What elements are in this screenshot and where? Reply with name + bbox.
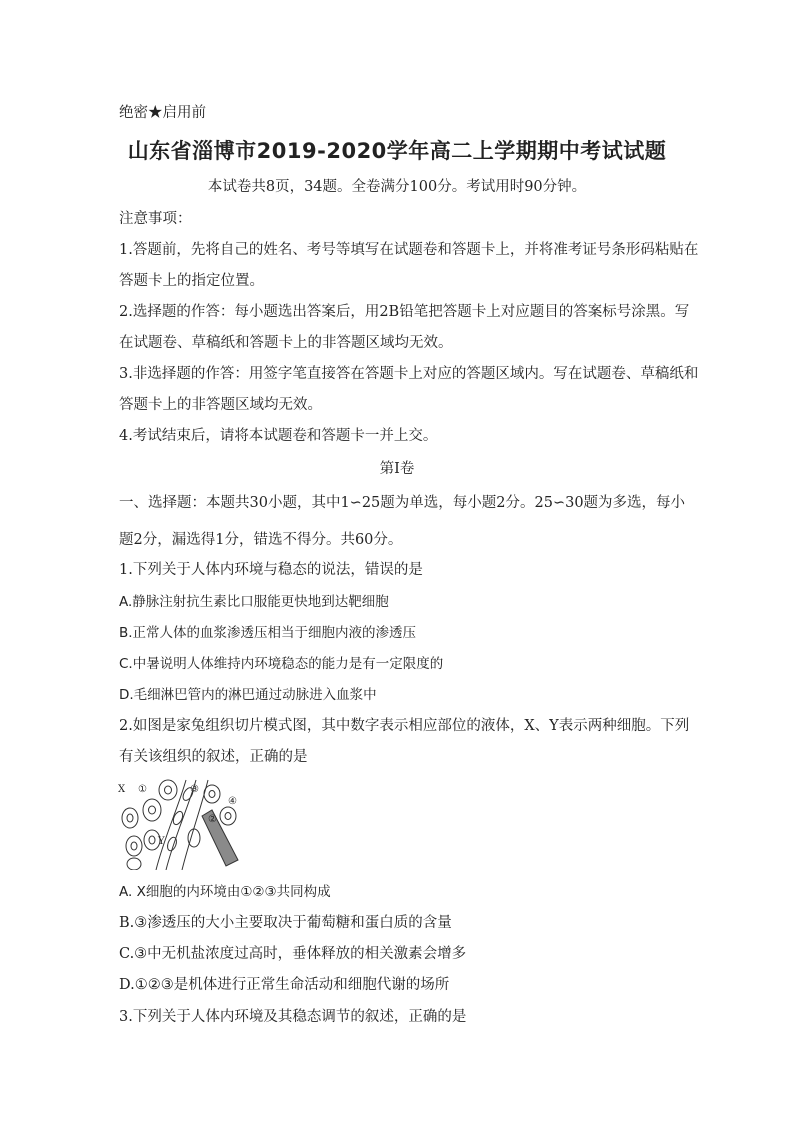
label-2: ②: [208, 814, 217, 825]
q2-stem-line-1: 2.如图是家兔组织切片模式图，其中数字表示相应部位的液体，X、Y表示两种细胞。下列: [119, 718, 690, 734]
cell-ellipse: [204, 785, 220, 803]
q1-option-d: D.毛细淋巴管内的淋巴通过动脉进入血浆中: [119, 687, 377, 703]
cell-nucleus: [127, 814, 133, 822]
q2-option-a: A. X细胞的内环境由①②③共同构成: [119, 884, 331, 900]
label-x: X: [118, 784, 126, 795]
note-2-line-2: 在试题卷、草稿纸和答题卡上的非答题区域均无效。: [119, 335, 453, 351]
section-instructions-line-2: 题2分，漏选得1分，错选不得分。共60分。: [119, 532, 403, 548]
q1-option-a: A.静脉注射抗生素比口服能更快地到达靶细胞: [119, 594, 389, 610]
cell-ellipse: [220, 807, 236, 825]
q1-option-c: C.中暑说明人体维持内环境稳态的能力是有一定限度的: [119, 656, 444, 672]
tissue-section-figure: [116, 778, 246, 870]
volume-heading: 第Ⅰ卷: [379, 461, 415, 477]
label-1: ①: [138, 784, 147, 795]
label-4: ④: [228, 796, 237, 807]
note-4: 4.考试结束后，请将本试题卷和答题卡一并上交。: [119, 428, 438, 444]
cell-ellipse: [127, 858, 141, 870]
q1-option-b: B.正常人体的血浆渗透压相当于细胞内液的渗透压: [119, 625, 417, 641]
cell-nucleus: [149, 806, 156, 814]
section-instructions-line-1: 一、选择题：本题共30小题，其中1∽25题为单选，每小题2分。25∽30题为多选，每小: [119, 495, 686, 511]
label-3: ③: [190, 784, 199, 795]
note-3-line-1: 3.非选择题的作答：用签字笔直接答在答题卡上对应的答题区域内。写在试题卷、草稿纸和: [119, 366, 699, 382]
q2-option-c: C.③中无机盐浓度过高时，垂体释放的相关激素会增多: [119, 946, 467, 962]
cell-nucleus: [131, 842, 137, 850]
cell-ellipse: [126, 836, 142, 856]
page-title: 山东省淄博市2019-2020学年高二上学期期中考试试题: [127, 139, 667, 163]
confidential-mark: 绝密★启用前: [119, 105, 206, 121]
cell-nucleus: [209, 791, 215, 798]
q3-stem: 3.下列关于人体内环境及其稳态调节的叙述，正确的是: [119, 1009, 467, 1025]
cell-nucleus: [225, 813, 231, 820]
label-y: Y: [158, 836, 165, 847]
q2-option-d: D.①②③是机体进行正常生命活动和细胞代谢的场所: [119, 977, 450, 993]
cell-nucleus: [149, 836, 155, 844]
q1-stem: 1.下列关于人体内环境与稳态的说法，错误的是: [119, 562, 423, 578]
notes-heading: 注意事项：: [119, 211, 192, 227]
q2-option-b: B.③渗透压的大小主要取决于葡萄糖和蛋白质的含量: [119, 915, 452, 931]
cell-ellipse: [143, 799, 161, 821]
cell-ellipse: [159, 780, 177, 800]
blood-cell: [171, 810, 184, 826]
note-1-line-2: 答题卡上的指定位置。: [119, 273, 264, 289]
cell-ellipse: [188, 829, 200, 847]
note-2-line-1: 2.选择题的作答：每小题选出答案后，用2B铅笔把答题卡上对应题目的答案标号涂黑。写: [119, 304, 690, 320]
exam-intro: 本试卷共8页，34题。全卷满分100分。考试用时90分钟。: [207, 179, 587, 195]
vessel-wall-line: [156, 780, 186, 870]
cell-nucleus: [165, 786, 172, 794]
q2-stem-line-2: 有关该组织的叙述，正确的是: [119, 749, 308, 765]
cell-ellipse: [122, 808, 138, 828]
note-3-line-2: 答题卡上的非答题区域均无效。: [119, 397, 322, 413]
note-1-line-1: 1.答题前，先将自己的姓名、考号等填写在试题卷和答题卡上，并将准考证号条形码粘贴在: [119, 242, 699, 258]
